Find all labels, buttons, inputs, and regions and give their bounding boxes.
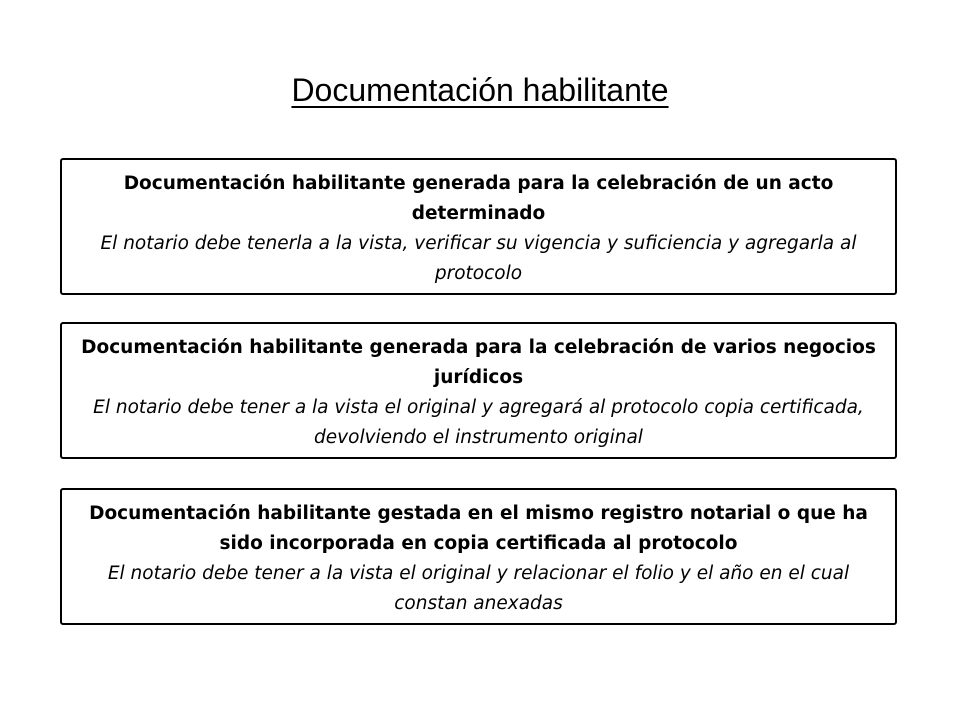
box-heading: Documentación habilitante generada para la celebración de varios negocios jurídicos bbox=[81, 336, 876, 388]
box-description: El notario debe tener a la vista el original y agregará al protocolo copia certificada, devolviendo el instrumento original bbox=[93, 396, 864, 448]
info-box-acto-determinado bbox=[60, 158, 897, 295]
box-heading: Documentación habilitante gestada en el mismo registro notarial o que ha sido incorporada en copia certificada al protocolo bbox=[89, 502, 868, 554]
info-box-varios-negocios bbox=[60, 322, 897, 459]
info-box-mismo-registro bbox=[60, 488, 897, 625]
box-heading: Documentación habilitante generada para la celebración de un acto determinado bbox=[123, 172, 834, 224]
box-description: El notario debe tener a la vista el original y relacionar el folio y el año en el cual constan anexadas bbox=[107, 562, 850, 614]
page-title: Documentación habilitante bbox=[291, 72, 669, 108]
box-description: El notario debe tenerla a la vista, verificar su vigencia y suficiencia y agregarla al protocolo bbox=[100, 232, 857, 284]
